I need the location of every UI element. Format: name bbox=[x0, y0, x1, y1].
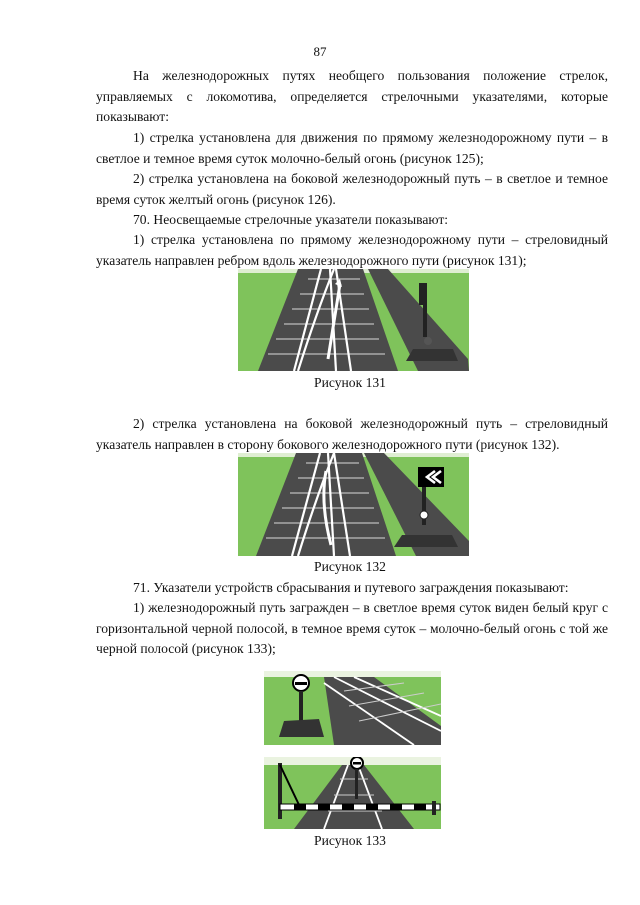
paragraph-item-side-unlit: 2) стрелка установлена на боковой железнодорожный путь – стреловидный указатель направлен в сторону бокового железнодорожного пути (рисунок 132). bbox=[96, 416, 608, 452]
paragraph-section-71: 71. Указатели устройств сбрасывания и путевого заграждения показывают: bbox=[133, 580, 569, 595]
paragraph-item-blocked-track: 1) железнодорожный путь загражден – в светлое время суток виден белый круг с горизонтальной черной полосой, в темное время суток – молочно-белый огонь с той же черной полосой (рисунок 133); bbox=[96, 600, 608, 657]
paragraph-item-straight-unlit: 1) стрелка установлена по прямому железнодорожному пути – стреловидный указатель направлен ребром вдоль железнодорожного пути (рисунок 131); bbox=[96, 232, 608, 268]
page-number: 87 bbox=[313, 44, 327, 59]
figure-133-derail-indicator-side bbox=[264, 671, 441, 745]
paragraph-section-70: 70. Неосвещаемые стрелочные указатели показывают: bbox=[133, 212, 449, 227]
caption-figure-133: Рисунок 133 bbox=[314, 833, 386, 848]
paragraph-intro: На железнодорожных путях необщего пользования положение стрелок, управляемых с локомотива, определяется стрелочными указателями, которые показывают: bbox=[96, 68, 608, 125]
figure-131-straight-switch-indicator bbox=[238, 269, 469, 371]
caption-figure-132: Рисунок 132 bbox=[314, 559, 386, 574]
figure-132-side-switch-indicator bbox=[238, 453, 469, 556]
figure-133-track-barrier bbox=[264, 757, 441, 829]
paragraph-item-side-lit: 2) стрелка установлена на боковой железнодорожный путь – в светлое и темное время суток желтый огонь (рисунок 126). bbox=[96, 171, 608, 207]
paragraph-item-straight-lit: 1) стрелка установлена для движения по прямому железнодорожному пути – в светлое и темное время суток молочно-белый огонь (рисунок 125); bbox=[96, 130, 608, 166]
caption-figure-131: Рисунок 131 bbox=[314, 375, 386, 390]
